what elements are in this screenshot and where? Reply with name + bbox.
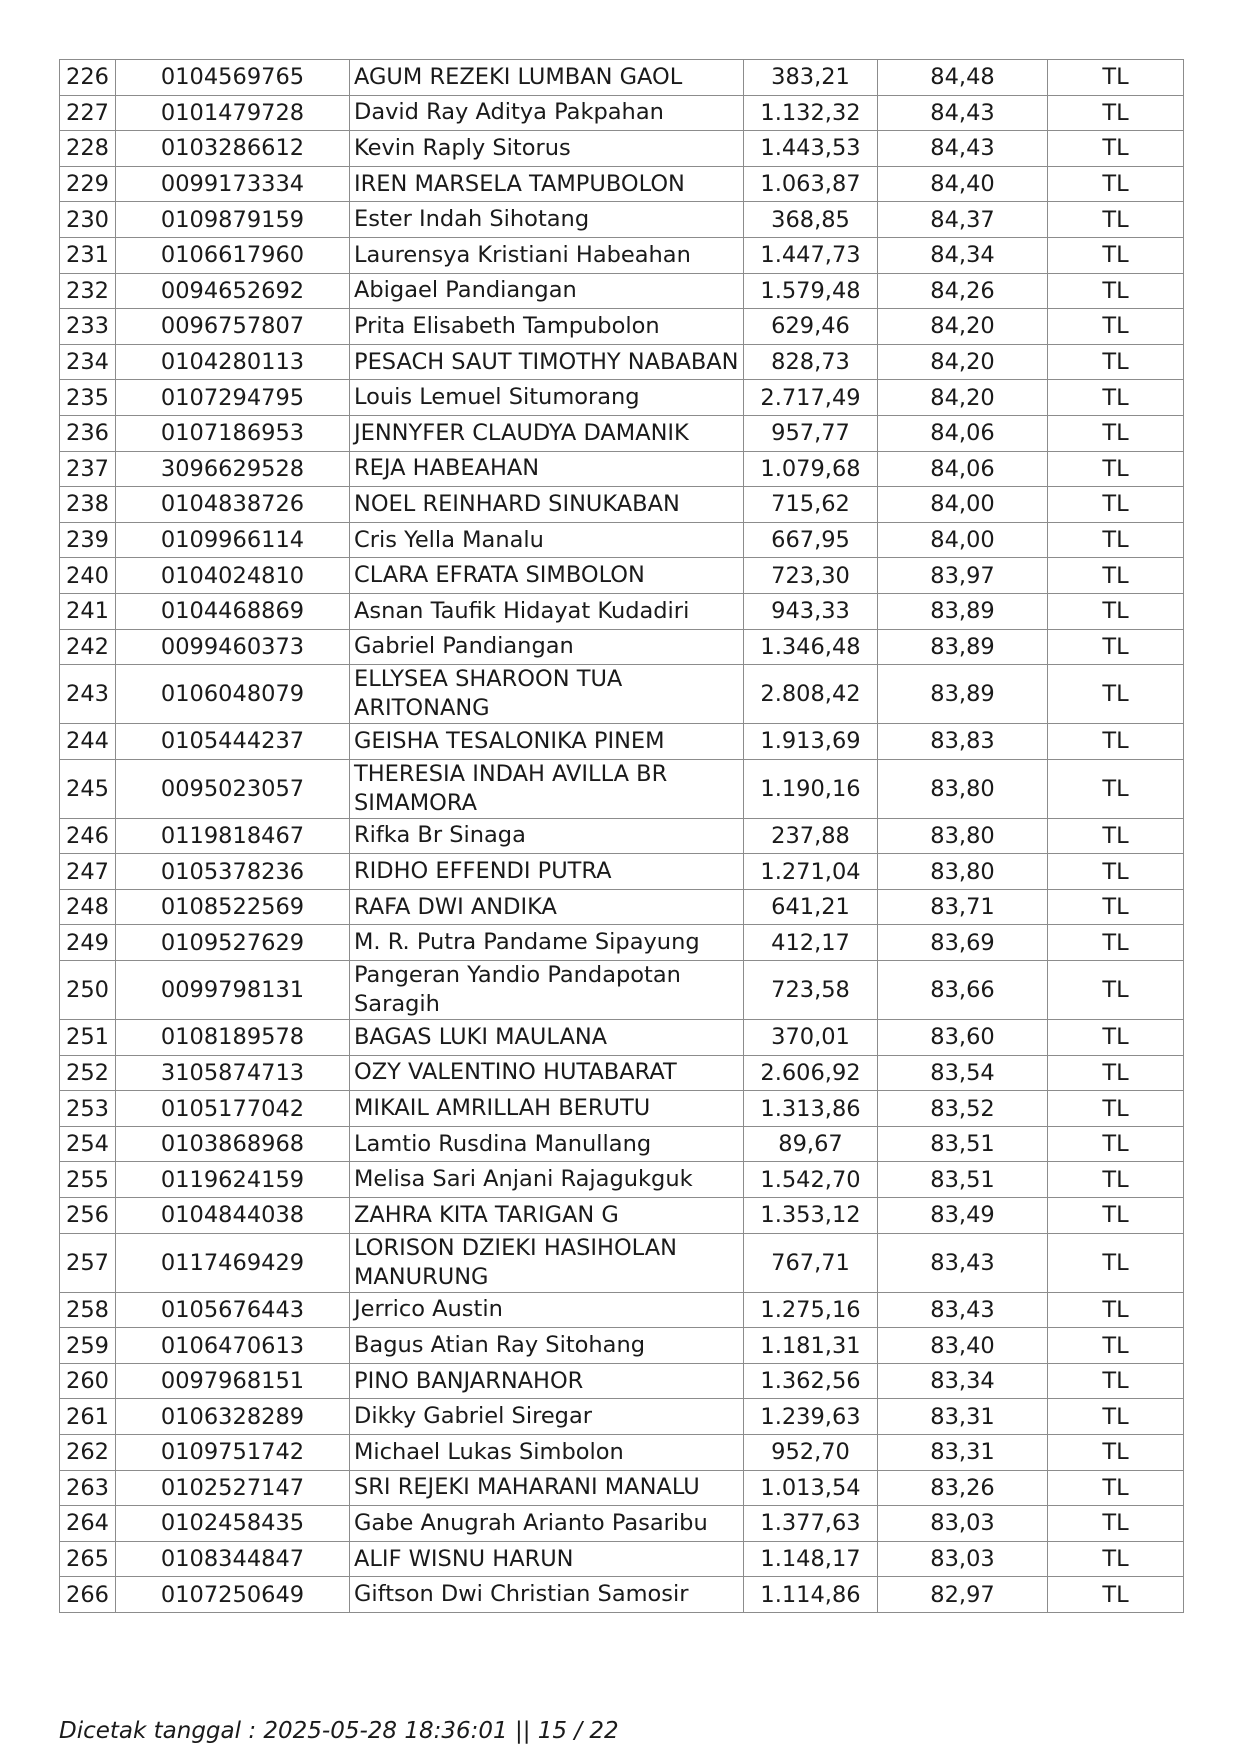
value-column-1-cell: 1.913,69 [744,724,878,760]
table-row [60,415,1184,451]
participant-id-cell: 0104280113 [116,344,350,380]
participant-id-cell: 0119624159 [116,1162,350,1198]
participant-id-cell: 0119818467 [116,818,350,854]
status-column-cell: TL [1048,95,1184,131]
participant-name-cell: Lamtio Rusdina Manullang [350,1126,744,1162]
participant-name-cell: Asnan Taufik Hidayat Kudadiri [350,593,744,629]
table-row [60,854,1184,890]
participant-name-cell: Abigael Pandiangan [350,273,744,309]
table-row [60,1506,1184,1542]
value-column-1-cell: 237,88 [744,818,878,854]
participant-id-cell: 0108522569 [116,889,350,925]
participant-id-cell: 0105444237 [116,724,350,760]
score-column-cell: 84,00 [878,522,1048,558]
participant-id-cell: 0109527629 [116,925,350,961]
score-column-cell: 83,49 [878,1198,1048,1234]
participant-id-cell: 0104468869 [116,593,350,629]
score-column-cell: 83,83 [878,724,1048,760]
score-column-cell: 84,34 [878,237,1048,273]
table-row [60,1541,1184,1577]
participant-name-cell: Bagus Atian Ray Sitohang [350,1328,744,1364]
participant-name-cell: Laurensya Kristiani Habeahan [350,237,744,273]
status-column-cell: TL [1048,759,1184,818]
participant-id-cell: 0104024810 [116,558,350,594]
row-number-cell: 228 [60,131,116,167]
score-column-cell: 84,43 [878,95,1048,131]
value-column-1-cell: 1.239,63 [744,1399,878,1435]
table-row [60,593,1184,629]
table-row [60,344,1184,380]
value-column-1-cell: 89,67 [744,1126,878,1162]
participant-name-cell: RIDHO EFFENDI PUTRA [350,854,744,890]
status-column-cell: TL [1048,1470,1184,1506]
participant-id-cell: 0106470613 [116,1328,350,1364]
status-column-cell: TL [1048,273,1184,309]
row-number-cell: 249 [60,925,116,961]
table-row [60,166,1184,202]
table-row [60,629,1184,665]
participant-name-cell: Gabe Anugrah Arianto Pasaribu [350,1506,744,1542]
participant-id-cell: 0107250649 [116,1577,350,1613]
participant-name-cell: AGUM REZEKI LUMBAN GAOL [350,60,744,96]
value-column-1-cell: 1.579,48 [744,273,878,309]
participant-id-cell: 0109879159 [116,202,350,238]
table-row [60,309,1184,345]
table-row [60,961,1184,1020]
row-number-cell: 227 [60,95,116,131]
value-column-1-cell: 1.132,32 [744,95,878,131]
score-column-cell: 83,66 [878,961,1048,1020]
value-column-1-cell: 1.353,12 [744,1198,878,1234]
participant-name-cell: LORISON DZIEKI HASIHOLAN MANURUNG [350,1233,744,1292]
row-number-cell: 259 [60,1328,116,1364]
value-column-1-cell: 723,30 [744,558,878,594]
participant-id-cell: 0106048079 [116,665,350,724]
row-number-cell: 237 [60,451,116,487]
score-column-cell: 83,69 [878,925,1048,961]
participant-id-cell: 0096757807 [116,309,350,345]
score-column-cell: 83,26 [878,1470,1048,1506]
status-column-cell: TL [1048,1055,1184,1091]
score-column-cell: 83,89 [878,593,1048,629]
value-column-1-cell: 1.114,86 [744,1577,878,1613]
score-column-cell: 84,06 [878,451,1048,487]
participant-name-cell: Louis Lemuel Situmorang [350,380,744,416]
status-column-cell: TL [1048,60,1184,96]
row-number-cell: 239 [60,522,116,558]
row-number-cell: 251 [60,1020,116,1056]
score-column-cell: 83,34 [878,1363,1048,1399]
table-row [60,1091,1184,1127]
score-column-cell: 83,80 [878,759,1048,818]
status-column-cell: TL [1048,344,1184,380]
value-column-1-cell: 1.362,56 [744,1363,878,1399]
value-column-1-cell: 2.606,92 [744,1055,878,1091]
participant-id-cell: 0104838726 [116,487,350,523]
participant-id-cell: 0099460373 [116,629,350,665]
row-number-cell: 246 [60,818,116,854]
participant-name-cell: Gabriel Pandiangan [350,629,744,665]
participant-id-cell: 0094652692 [116,273,350,309]
score-column-cell: 83,60 [878,1020,1048,1056]
status-column-cell: TL [1048,665,1184,724]
table-row [60,1292,1184,1328]
row-number-cell: 253 [60,1091,116,1127]
score-column-cell: 84,37 [878,202,1048,238]
status-column-cell: TL [1048,1198,1184,1234]
participant-id-cell: 0102527147 [116,1470,350,1506]
table-row [60,1435,1184,1471]
score-column-cell: 83,52 [878,1091,1048,1127]
table-row [60,60,1184,96]
row-number-cell: 238 [60,487,116,523]
status-column-cell: TL [1048,1020,1184,1056]
score-column-cell: 84,20 [878,380,1048,416]
status-column-cell: TL [1048,1162,1184,1198]
table-row [60,818,1184,854]
value-column-1-cell: 641,21 [744,889,878,925]
value-column-1-cell: 1.063,87 [744,166,878,202]
table-row [60,724,1184,760]
value-column-1-cell: 943,33 [744,593,878,629]
value-column-1-cell: 1.443,53 [744,131,878,167]
value-column-1-cell: 1.271,04 [744,854,878,890]
table-row [60,925,1184,961]
participant-name-cell: Prita Elisabeth Tampubolon [350,309,744,345]
value-column-1-cell: 1.190,16 [744,759,878,818]
value-column-1-cell: 383,21 [744,60,878,96]
participant-name-cell: Giftson Dwi Christian Samosir [350,1577,744,1613]
row-number-cell: 226 [60,60,116,96]
row-number-cell: 231 [60,237,116,273]
participant-id-cell: 0095023057 [116,759,350,818]
score-column-cell: 83,43 [878,1233,1048,1292]
row-number-cell: 241 [60,593,116,629]
participant-id-cell: 0106617960 [116,237,350,273]
score-column-cell: 84,26 [878,273,1048,309]
row-number-cell: 233 [60,309,116,345]
value-column-1-cell: 767,71 [744,1233,878,1292]
score-column-cell: 83,03 [878,1506,1048,1542]
score-column-cell: 83,43 [878,1292,1048,1328]
participant-name-cell: REJA HABEAHAN [350,451,744,487]
value-column-1-cell: 1.377,63 [744,1506,878,1542]
participant-name-cell: PINO BANJARNAHOR [350,1363,744,1399]
table-row [60,1470,1184,1506]
participant-name-cell: Michael Lukas Simbolon [350,1435,744,1471]
participant-id-cell: 0105378236 [116,854,350,890]
score-column-cell: 83,80 [878,854,1048,890]
participant-id-cell: 0108189578 [116,1020,350,1056]
status-column-cell: TL [1048,1292,1184,1328]
participant-id-cell: 0107186953 [116,415,350,451]
table-row [60,131,1184,167]
status-column-cell: TL [1048,1363,1184,1399]
participant-id-cell: 0099173334 [116,166,350,202]
score-column-cell: 83,51 [878,1126,1048,1162]
row-number-cell: 243 [60,665,116,724]
participant-name-cell: Pangeran Yandio Pandapotan Saragih [350,961,744,1020]
table-row [60,1162,1184,1198]
table-row [60,1577,1184,1613]
status-column-cell: TL [1048,925,1184,961]
value-column-1-cell: 1.346,48 [744,629,878,665]
table-row [60,202,1184,238]
table-row [60,273,1184,309]
row-number-cell: 261 [60,1399,116,1435]
row-number-cell: 252 [60,1055,116,1091]
participant-name-cell: THERESIA INDAH AVILLA BR SIMAMORA [350,759,744,818]
participant-id-cell: 0103286612 [116,131,350,167]
status-column-cell: TL [1048,1435,1184,1471]
value-column-1-cell: 957,77 [744,415,878,451]
table-row [60,1020,1184,1056]
participant-name-cell: Rifka Br Sinaga [350,818,744,854]
score-column-cell: 83,54 [878,1055,1048,1091]
participant-id-cell: 0105676443 [116,1292,350,1328]
row-number-cell: 256 [60,1198,116,1234]
value-column-1-cell: 828,73 [744,344,878,380]
score-column-cell: 83,51 [878,1162,1048,1198]
score-column-cell: 83,97 [878,558,1048,594]
status-column-cell: TL [1048,202,1184,238]
score-column-cell: 84,20 [878,309,1048,345]
row-number-cell: 250 [60,961,116,1020]
participant-id-cell: 0099798131 [116,961,350,1020]
row-number-cell: 245 [60,759,116,818]
status-column-cell: TL [1048,558,1184,594]
status-column-cell: TL [1048,961,1184,1020]
score-column-cell: 83,31 [878,1399,1048,1435]
status-column-cell: TL [1048,522,1184,558]
participant-id-cell: 0097968151 [116,1363,350,1399]
results-table-body [60,60,1184,1613]
value-column-1-cell: 1.079,68 [744,451,878,487]
status-column-cell: TL [1048,1577,1184,1613]
participant-name-cell: MIKAIL AMRILLAH BERUTU [350,1091,744,1127]
table-row [60,1399,1184,1435]
participant-name-cell: ALIF WISNU HARUN [350,1541,744,1577]
row-number-cell: 263 [60,1470,116,1506]
participant-name-cell: JENNYFER CLAUDYA DAMANIK [350,415,744,451]
row-number-cell: 265 [60,1541,116,1577]
participant-name-cell: BAGAS LUKI MAULANA [350,1020,744,1056]
participant-id-cell: 0109751742 [116,1435,350,1471]
table-row [60,1055,1184,1091]
table-row [60,1363,1184,1399]
row-number-cell: 248 [60,889,116,925]
participant-name-cell: Dikky Gabriel Siregar [350,1399,744,1435]
score-column-cell: 83,31 [878,1435,1048,1471]
participant-id-cell: 0106328289 [116,1399,350,1435]
row-number-cell: 257 [60,1233,116,1292]
status-column-cell: TL [1048,1399,1184,1435]
score-column-cell: 83,71 [878,889,1048,925]
participant-name-cell: Cris Yella Manalu [350,522,744,558]
status-column-cell: TL [1048,1233,1184,1292]
row-number-cell: 240 [60,558,116,594]
value-column-1-cell: 1.148,17 [744,1541,878,1577]
participant-name-cell: Melisa Sari Anjani Rajagukguk [350,1162,744,1198]
row-number-cell: 235 [60,380,116,416]
table-row [60,1126,1184,1162]
participant-id-cell: 0101479728 [116,95,350,131]
table-row [60,237,1184,273]
status-column-cell: TL [1048,593,1184,629]
score-column-cell: 83,89 [878,629,1048,665]
value-column-1-cell: 368,85 [744,202,878,238]
participant-name-cell: M. R. Putra Pandame Sipayung [350,925,744,961]
value-column-1-cell: 667,95 [744,522,878,558]
table-row [60,487,1184,523]
status-column-cell: TL [1048,451,1184,487]
status-column-cell: TL [1048,724,1184,760]
table-row [60,759,1184,818]
row-number-cell: 232 [60,273,116,309]
results-table [59,59,1184,1613]
status-column-cell: TL [1048,487,1184,523]
participant-name-cell: SRI REJEKI MAHARANI MANALU [350,1470,744,1506]
row-number-cell: 264 [60,1506,116,1542]
status-column-cell: TL [1048,629,1184,665]
row-number-cell: 258 [60,1292,116,1328]
score-column-cell: 84,06 [878,415,1048,451]
status-column-cell: TL [1048,237,1184,273]
status-column-cell: TL [1048,1126,1184,1162]
score-column-cell: 84,40 [878,166,1048,202]
value-column-1-cell: 1.181,31 [744,1328,878,1364]
value-column-1-cell: 1.447,73 [744,237,878,273]
participant-id-cell: 0108344847 [116,1541,350,1577]
status-column-cell: TL [1048,309,1184,345]
participant-id-cell: 0103868968 [116,1126,350,1162]
row-number-cell: 242 [60,629,116,665]
participant-id-cell: 0105177042 [116,1091,350,1127]
participant-name-cell: Kevin Raply Sitorus [350,131,744,167]
table-row [60,380,1184,416]
row-number-cell: 254 [60,1126,116,1162]
participant-name-cell: PESACH SAUT TIMOTHY NABABAN [350,344,744,380]
participant-name-cell: Jerrico Austin [350,1292,744,1328]
table-row [60,889,1184,925]
value-column-1-cell: 370,01 [744,1020,878,1056]
value-column-1-cell: 715,62 [744,487,878,523]
value-column-1-cell: 723,58 [744,961,878,1020]
row-number-cell: 247 [60,854,116,890]
participant-name-cell: RAFA DWI ANDIKA [350,889,744,925]
score-column-cell: 83,80 [878,818,1048,854]
status-column-cell: TL [1048,1506,1184,1542]
status-column-cell: TL [1048,166,1184,202]
score-column-cell: 84,48 [878,60,1048,96]
row-number-cell: 229 [60,166,116,202]
value-column-1-cell: 629,46 [744,309,878,345]
participant-name-cell: ZAHRA KITA TARIGAN G [350,1198,744,1234]
row-number-cell: 262 [60,1435,116,1471]
table-row [60,1328,1184,1364]
participant-id-cell: 3105874713 [116,1055,350,1091]
score-column-cell: 83,40 [878,1328,1048,1364]
table-row [60,95,1184,131]
score-column-cell: 84,43 [878,131,1048,167]
participant-id-cell: 3096629528 [116,451,350,487]
participant-id-cell: 0109966114 [116,522,350,558]
participant-name-cell: ELLYSEA SHAROON TUA ARITONANG [350,665,744,724]
status-column-cell: TL [1048,415,1184,451]
table-row [60,1198,1184,1234]
participant-name-cell: IREN MARSELA TAMPUBOLON [350,166,744,202]
value-column-1-cell: 1.542,70 [744,1162,878,1198]
row-number-cell: 234 [60,344,116,380]
participant-name-cell: CLARA EFRATA SIMBOLON [350,558,744,594]
row-number-cell: 266 [60,1577,116,1613]
status-column-cell: TL [1048,380,1184,416]
value-column-1-cell: 1.313,86 [744,1091,878,1127]
status-column-cell: TL [1048,889,1184,925]
status-column-cell: TL [1048,131,1184,167]
value-column-1-cell: 1.013,54 [744,1470,878,1506]
status-column-cell: TL [1048,818,1184,854]
value-column-1-cell: 412,17 [744,925,878,961]
table-row [60,665,1184,724]
score-column-cell: 84,00 [878,487,1048,523]
table-row [60,1233,1184,1292]
value-column-1-cell: 2.808,42 [744,665,878,724]
participant-name-cell: David Ray Aditya Pakpahan [350,95,744,131]
row-number-cell: 255 [60,1162,116,1198]
participant-id-cell: 0104844038 [116,1198,350,1234]
participant-name-cell: Ester Indah Sihotang [350,202,744,238]
participant-name-cell: OZY VALENTINO HUTABARAT [350,1055,744,1091]
table-row [60,451,1184,487]
participant-id-cell: 0104569765 [116,60,350,96]
score-column-cell: 84,20 [878,344,1048,380]
print-footer: Dicetak tanggal : 2025-05-28 18:36:01 || 15 / 22 [59,1718,619,1744]
status-column-cell: TL [1048,1541,1184,1577]
value-column-1-cell: 2.717,49 [744,380,878,416]
row-number-cell: 236 [60,415,116,451]
row-number-cell: 260 [60,1363,116,1399]
value-column-1-cell: 1.275,16 [744,1292,878,1328]
score-column-cell: 82,97 [878,1577,1048,1613]
table-row [60,558,1184,594]
value-column-1-cell: 952,70 [744,1435,878,1471]
row-number-cell: 230 [60,202,116,238]
participant-id-cell: 0107294795 [116,380,350,416]
participant-name-cell: NOEL REINHARD SINUKABAN [350,487,744,523]
row-number-cell: 244 [60,724,116,760]
status-column-cell: TL [1048,854,1184,890]
score-column-cell: 83,03 [878,1541,1048,1577]
score-column-cell: 83,89 [878,665,1048,724]
participant-name-cell: GEISHA TESALONIKA PINEM [350,724,744,760]
status-column-cell: TL [1048,1328,1184,1364]
status-column-cell: TL [1048,1091,1184,1127]
participant-id-cell: 0102458435 [116,1506,350,1542]
table-row [60,522,1184,558]
participant-id-cell: 0117469429 [116,1233,350,1292]
